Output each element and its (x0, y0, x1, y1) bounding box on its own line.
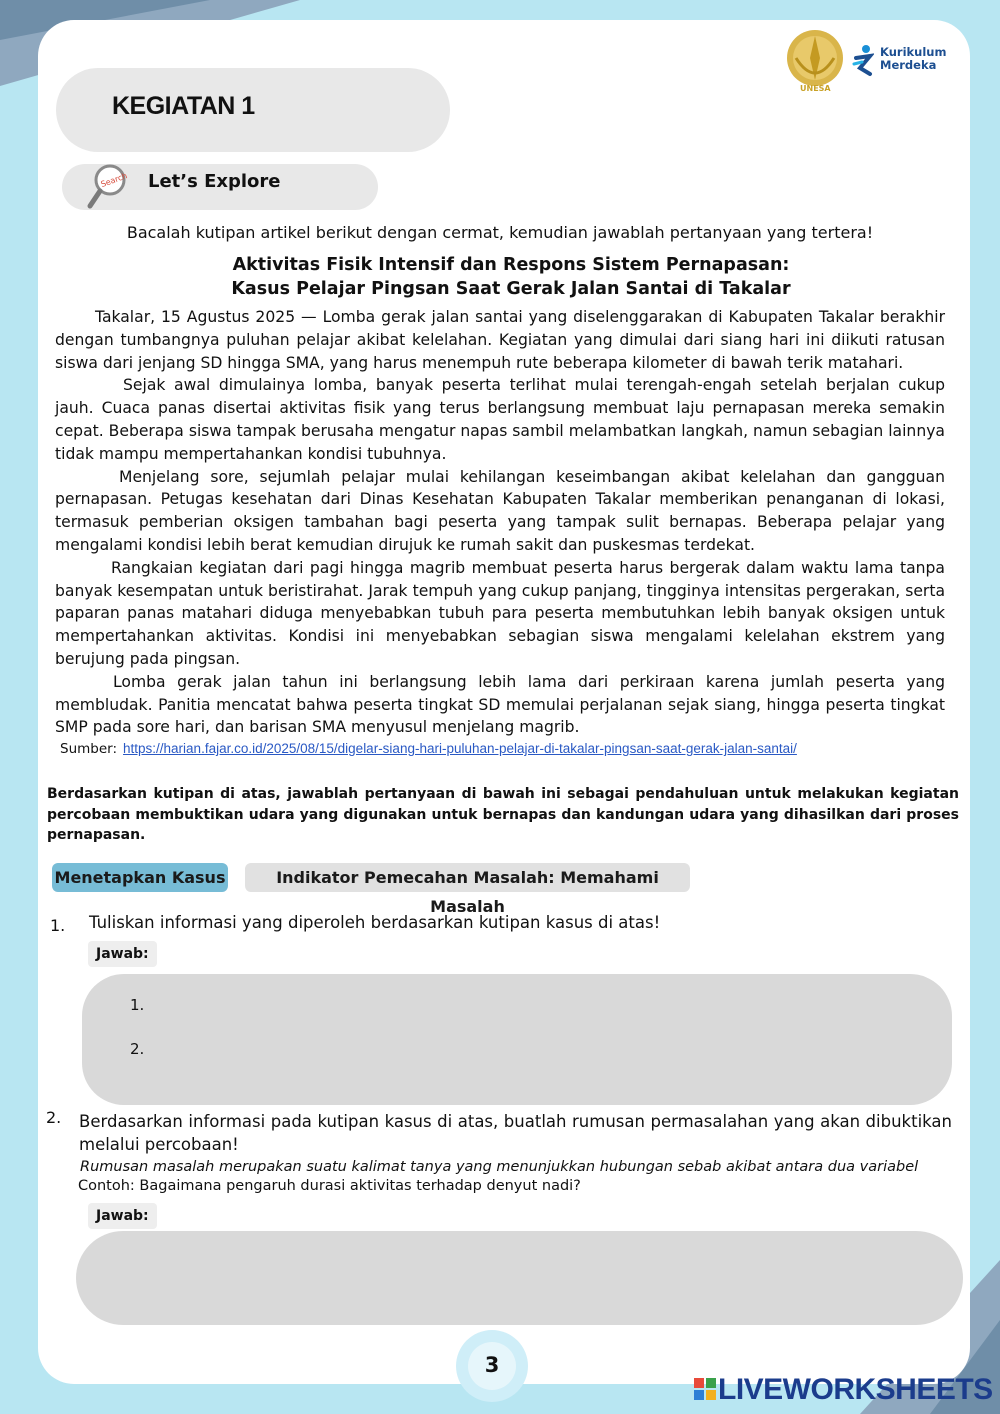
source-label: Sumber: (60, 741, 118, 757)
answer-item-number: 2. (130, 1040, 145, 1058)
article-paragraph: Takalar, 15 Agustus 2025 — Lomba gerak jalan santai yang diselenggarakan di Kabupaten Takalar berakhir dengan tumbangnya puluhan pelajar akibat kelelahan. Kegiatan yang dimulai dari siang hari ini diikuti ratusan siswa dari jenjang SD hingga SMA, yang harus menempuh rute beberapa kilometer di bawah terik matahari. (55, 308, 945, 372)
question-2-answer-label: Jawab: (88, 1203, 157, 1229)
questions-intro: Berdasarkan kutipan di atas, jawablah pertanyaan di bawah ini sebagai pendahuluan untuk melakukan kegiatan percobaan membuktikan udara yang digunakan untuk bernapas dan kandungan udara yang dihasilkan dari proses pernapasan. (47, 786, 959, 843)
question-2-hint: Rumusan masalah merupakan suatu kalimat tanya yang menunjukkan hubungan sebab akibat antara dua variabel (80, 1159, 919, 1175)
question-1-text: Tuliskan informasi yang diperoleh berdasarkan kutipan kasus di atas! (89, 913, 661, 932)
kegiatan-title: KEGIATAN 1 (112, 92, 255, 120)
answer-item-number: 1. (130, 996, 145, 1014)
article-paragraph: Rangkaian kegiatan dari pagi hingga magrib membuat peserta harus bergerak dalam waktu lama tanpa banyak kesempatan untuk beristirahat. Jarak tempuh yang cukup panjang, tingginya intensitas pergerakan, serta paparan panas matahari diduga menyebabkan tubuh para peserta membutuhkan lebih banyak oksigen untuk mempertahankan aktivitas. Kondisi ini menyebabkan sebagian siswa mengalami kelelahan ekstrem yang berujung pada pingsan. (55, 558, 945, 668)
question-2-text: Berdasarkan informasi pada kutipan kasus di atas, buatlah rumusan permasalahan yang akan dibuktikan melalui percobaan! (79, 1112, 952, 1154)
kurikulum-merdeka-logo-text (880, 46, 946, 72)
question-1-number: 1. (50, 916, 66, 935)
question-1-answer-label: Jawab: (88, 941, 157, 967)
liveworksheets-watermark: LIVEWORKSHEETS (718, 1373, 993, 1406)
article-body (55, 306, 945, 739)
lets-explore-label: Let’s Explore (148, 171, 281, 192)
indikator-tag: Indikator Pemecahan Masalah: Memahami Masalah (245, 863, 690, 892)
svg-text:Search: Search (99, 171, 129, 190)
article-title (56, 253, 966, 301)
question-2-answer-box[interactable] (76, 1231, 963, 1325)
article-paragraph: Menjelang sore, sejumlah pelajar mulai kehilangan keseimbangan akibat kelelahan dan gangguan pernapasan. Petugas kesehatan dari Dinas Kesehatan Kabupaten Takalar memberikan penanganan di lokasi, termasuk pemberian oksigen tambahan bagi peserta yang tampak sulit bernapas. Beberapa pelajar yang mengalami kondisi lebih berat kemudian dirujuk ke rumah sakit dan puskesmas terdekat. (55, 467, 945, 554)
page-number: 3 (468, 1342, 516, 1390)
menetapkan-kasus-tag: Menetapkan Kasus (52, 863, 228, 892)
magnifier-search-icon (86, 162, 130, 210)
kurikulum-line2: Merdeka (880, 58, 937, 72)
article-paragraph: Sejak awal dimulainya lomba, banyak peserta terlihat mulai terengah-engah setelah berjalan cukup jauh. Cuaca panas disertai aktivitas fisik yang terus berlangsung membuat laju pernapasan mereka semakin cepat. Beberapa siswa tampak berusaha mengatur napas sambil melambatkan langkah, namun sebagian lainnya tidak mampu mempertahankan kondisi tubuhnya. (55, 376, 945, 463)
question-2-example: Contoh: Bagaimana pengaruh durasi aktivitas terhadap denyut nadi? (78, 1178, 581, 1194)
source-link[interactable]: https://harian.fajar.co.id/2025/08/15/digelar-siang-hari-puluhan-pelajar-di-takalar-pingsan-saat-gerak-jalan-santai/ (123, 741, 797, 756)
article-title-line2: Kasus Pelajar Pingsan Saat Gerak Jalan Santai di Takalar (231, 279, 791, 299)
kurikulum-line1: Kurikulum (880, 45, 947, 59)
liveworksheets-logo-icon (694, 1378, 716, 1400)
kurikulum-merdeka-logo-icon (852, 44, 874, 78)
question-2-number: 2. (46, 1108, 62, 1127)
reading-instruction: Bacalah kutipan artikel berikut dengan cermat, kemudian jawablah pertanyaan yang tertera! (126, 223, 874, 242)
unesa-logo-text: UNESA (800, 84, 831, 93)
question-1-answer-box[interactable] (82, 974, 952, 1105)
article-paragraph: Lomba gerak jalan tahun ini berlangsung lebih lama dari perkiraan karena jumlah peserta yang membludak. Panitia mencatat bahwa peserta tingkat SD memulai perjalanan sejak siang, hingga peserta tingkat SMP pada sore hari, dan barisan SMA menyusul menjelang magrib. (55, 672, 945, 737)
article-title-line1: Aktivitas Fisik Intensif dan Respons Sistem Pernapasan: (232, 255, 790, 275)
article-source (60, 741, 797, 757)
